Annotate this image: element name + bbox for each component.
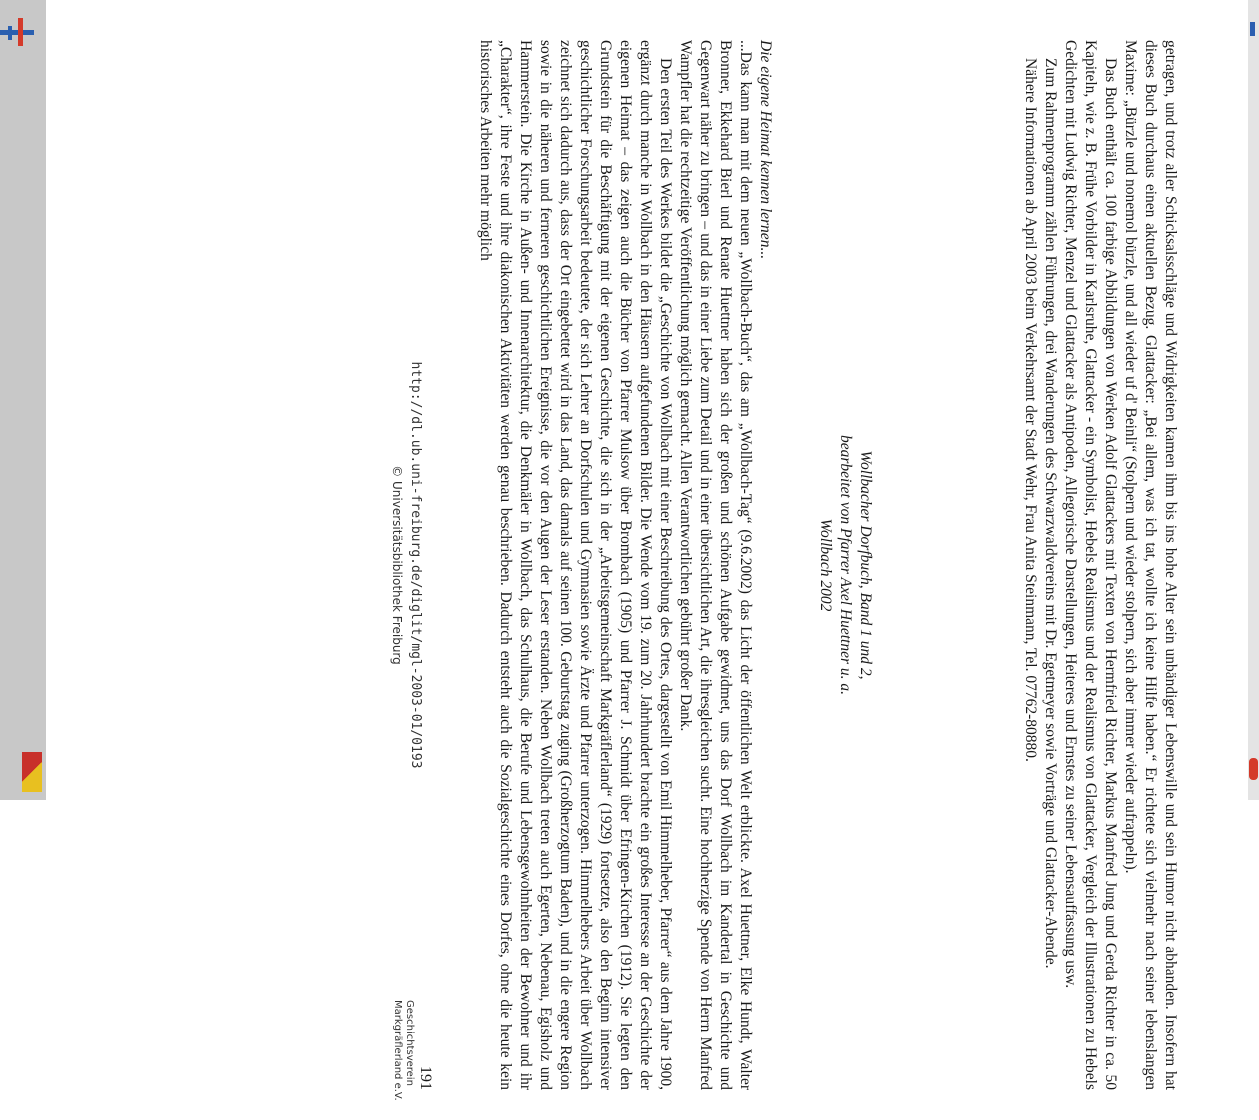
left-margin-strip	[0, 0, 46, 800]
paragraph: Den ersten Teil des Werkes bildet die „Geschichte von Wollbach mit einer Beschreibung des Ortes, dargestellt von Emil Himmelheber, Pfarrer“ aus dem Jahre 1900, ergänzt durch manche in Wollbach in den Häusern aufgefundenen Bilder. Die Wende vom 19. zum 20. Jahrhundert brachte ein großes Interesse an der Geschichte der eigenen Heimat – das zeigen auch die Bücher von Pfarrer Mulsow über Brombach (1905) und Pfarrer J. Schmidt über Efringen-Kirchen (1912). Sie legten den Grundstein für die Beschäftigung mit der eigenen Geschichte, die sich in der „Arbeitsgemeinschaft Markgräflerland“ (1929) fortsetzte, also den Beginn intensiver geschichtlicher Forschungsarbeit bedeutete, der sich Lehrer an Dorfschulen und Gymnasien sowie Ärzte und Pfarrer unterzogen. Himmelhebers Arbeit über Wollbach zeichnet sich dadurch aus, dass der Ort eingebettet wird in das Land, das damals auf seinen 100. Geburtstag zuging (Großherzogtum Baden), und in die engere Region sowie in die näheren und ferneren geschichtlichen Ereignisse, die vor den Augen der Leser erstanden. Neben Wollbach treten auch Egerten, Nebenau, Egisholz und Hammerstein. Die Kirche in Außen- und Innenarchitektur, die Denkmäler in Wollbach, das Schulhaus, die Berufe und Lebensgewohnheiten der Bewohner und ihr „Charakter“, ihre Feste und ihre diakonischen Aktivitäten werden genau beschrieben. Dadurch entsteht auch die Sozialgeschichte eines Dorfes, ohne die heute kein historisches Arbeiten mehr möglich	[477, 40, 674, 1090]
society-label	[391, 1000, 415, 1120]
paragraph: Zum Rahmenprogramm zählen Führungen, drei Wanderungen des Schwarzwaldvereins mit Dr. Egetmeyer sowie Vorträge und Glattacker-Abende.	[1042, 58, 1059, 969]
book-title-block	[815, 40, 875, 1090]
right-margin-strip	[1248, 0, 1259, 800]
source-url: http://dl.ub.uni-freiburg.de/diglit/mgl-2003-01/0193	[408, 361, 423, 769]
bottom-text-column	[475, 40, 775, 1090]
book-place-year-line: Wollbach 2002	[817, 518, 834, 612]
paragraph: ...Das kann man mit dem neuen „Wollbach-Buch“, das am „Wollbach-Tag“ (9.6.2002) das Licht der öffentlichen Welt erblickte. Axel Huettner, Elke Hundt, Walter Bronner, Ekkehard Bierl und Renate Huettner haben sich der großen und schönen Aufgabe gewidmet, uns das Dorf Wollbach im Kandertal in Geschichte und Gegenwart näher zu bringen – und das in einer Liebe zum Detail und in einer übersichtlichen Art, die ihresgleichen sucht. Eine hochherzige Spende von Herrn Manfred Wampfler hat die rechtzeitige Veröffentlichung möglich gemacht. Allen Verantwortlichen gebührt großer Dank.	[677, 40, 754, 1090]
top-text-column	[1020, 40, 1180, 1090]
society-name-line1: Geschichtsverein	[404, 1000, 415, 1086]
facing-page-logo-mark	[1250, 22, 1255, 36]
facing-page-crest-icon	[1249, 758, 1258, 780]
society-name-line2: Markgräflerland e.V.	[392, 1000, 403, 1101]
book-author-line: bearbeitet von Pfarrer Axel Huettner u. a.	[837, 435, 854, 695]
paragraph: getragen, und trotz aller Schicksalsschläge und Widrigkeiten kamen ihm bis ins hohe Alter sein unbändiger Lebenswille und sein Humor nicht abhanden. Insofern hat dieses Buch durchaus einen aktuellen Bezug. Glattacker: „Bei allem, was ich tat, wollte ich keine Hilfe haben.“ Er richtete sich vielmehr nach seiner lebenslangen Maxime: „Bürzle und nonemol bürzle, und all wieder uf d' Beinli“ (Stolpern und wieder stolpern, sich aber immer wieder aufrappeln).	[1122, 40, 1179, 1090]
page-number: 191	[417, 1066, 434, 1090]
rotated-book-page	[65, 0, 1215, 1101]
book-title-line: Wollbacher Dorfbuch, Band 1 und 2,	[857, 450, 874, 680]
paragraph: Nähere Informationen ab April 2003 beim Verkehrsamt der Stadt Wehr, Frau Anita Steinmann, Tel. 07762-80880.	[1022, 58, 1039, 762]
library-logo-mark	[8, 26, 12, 40]
society-crest-icon	[22, 752, 42, 792]
copyright-notice: © Universitätsbibliothek Freiburg	[390, 465, 404, 665]
library-logo-bar	[0, 30, 34, 35]
paragraph: Das Buch enthält ca. 100 farbige Abbildungen von Werken Adolf Glattackers mit Texten von Hermfried Richter, Markus Manfred Jung und Gerda Richter in ca. 50 Kapiteln, wie z. B. Frühe Vorbilder in Karlsruhe, Glattacker - ein Symbolist, Hebels Realismus und der Realismus von Glattacker, Vergleich der Illustrationen zu Hebels Gedichten mit Ludwig Richter, Menzel und Glattacker als Antipoden, Allegorische Darstellungen, Heiteres und Ernstes zu seiner Lebensauffassung usw.	[1062, 40, 1119, 1090]
library-logo-vertical	[18, 18, 23, 46]
section-subheading: Die eigene Heimat kennen lernen...	[757, 40, 774, 260]
